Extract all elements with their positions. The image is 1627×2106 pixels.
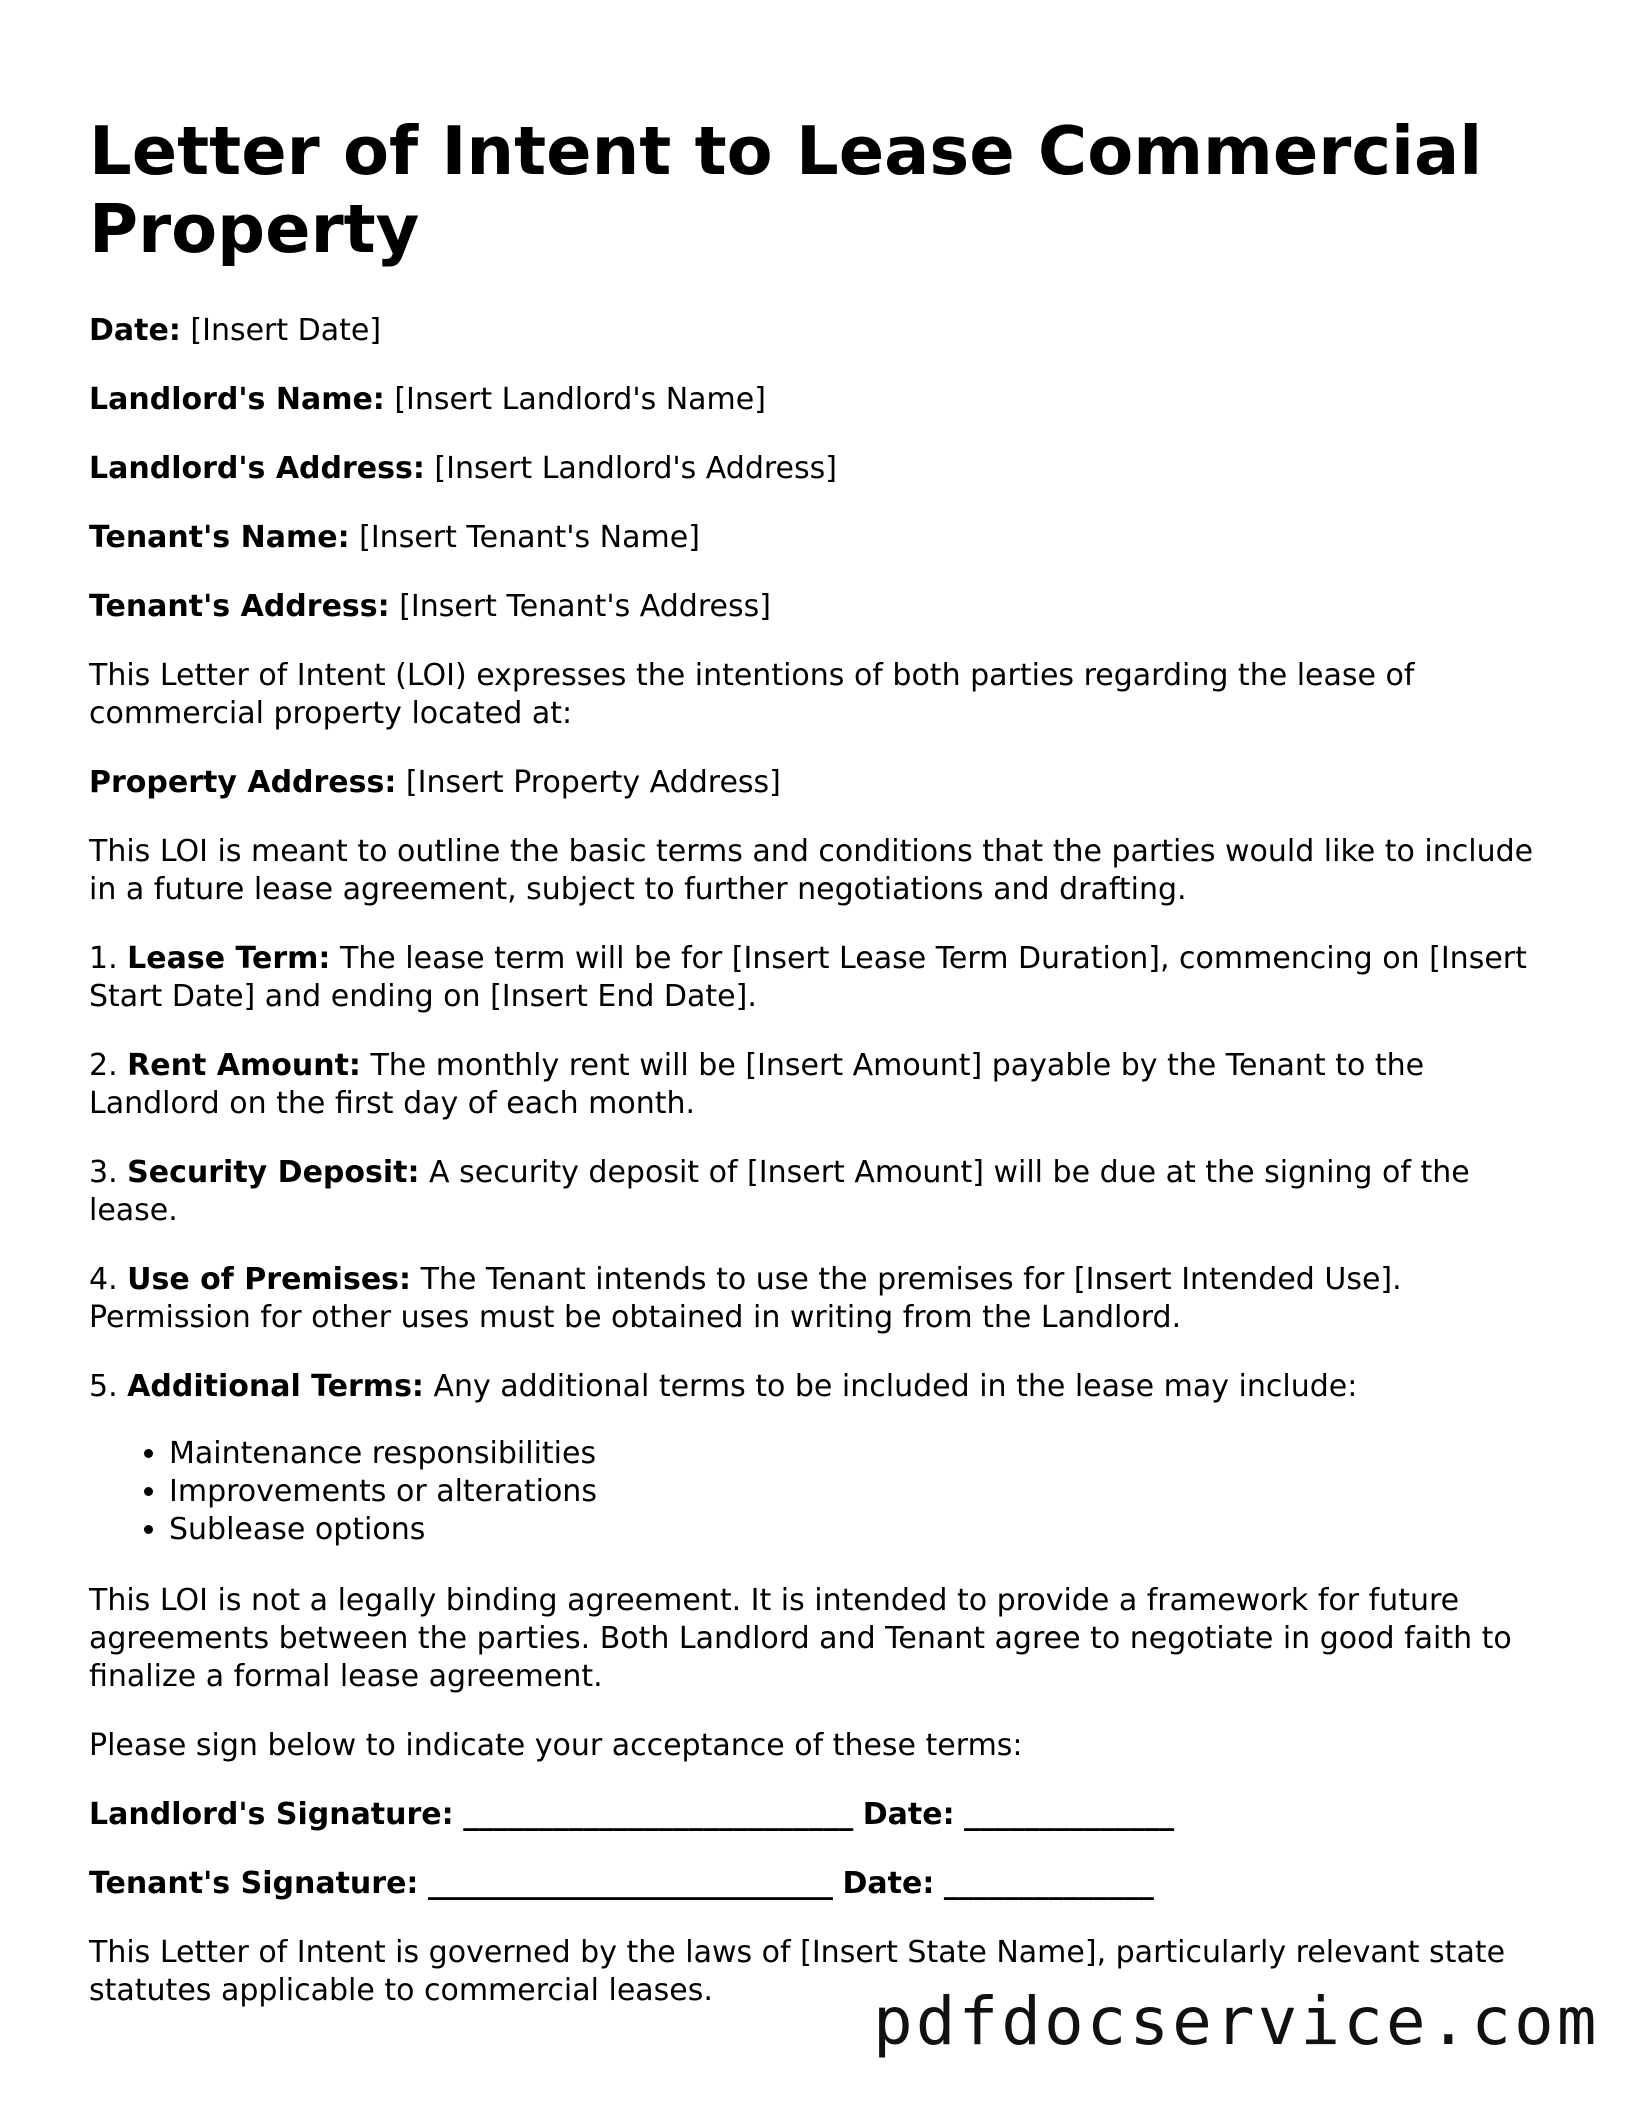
term-label: Additional Terms: <box>127 1369 424 1404</box>
term-text: The lease term will be for [Insert Lease Term Duration], commencing on [Insert Start Date] and ending on [Insert End Date]. <box>89 941 1527 1014</box>
term-label: Security Deposit: <box>127 1155 420 1190</box>
sign-prompt: Please sign below to indicate your acceptance of these terms: <box>89 1728 1023 1763</box>
term-rent-amount <box>89 1047 1549 1123</box>
tenant-name-label: Tenant's Name: <box>89 520 350 555</box>
list-item: • Sublease options <box>169 1511 1549 1549</box>
tenant-signature-blank[interactable]: ___________________________ <box>427 1866 833 1901</box>
term-number: 5. <box>89 1369 118 1404</box>
date-value: [Insert Date] <box>190 313 382 348</box>
document-page <box>89 112 1549 2041</box>
additional-terms-list <box>89 1435 1549 1549</box>
landlord-date-blank[interactable]: ______________ <box>964 1797 1175 1832</box>
intro-paragraph: This Letter of Intent (LOI) expresses the intentions of both parties regarding the lease of commercial property located at: <box>89 658 1415 731</box>
list-item: • Maintenance responsibilities <box>169 1435 1549 1473</box>
term-use-of-premises <box>89 1261 1549 1337</box>
term-additional-terms <box>89 1368 1549 1406</box>
landlord-signature-line <box>89 1796 1549 1834</box>
page-title: Letter of Intent to Lease Commercial Property <box>89 112 1483 268</box>
term-text: The Tenant intends to use the premises for [Insert Intended Use]. Permission for other uses must be obtained in writing from the Landlord. <box>89 1262 1402 1335</box>
term-label: Rent Amount: <box>127 1048 361 1083</box>
landlord-name-field <box>89 381 1549 419</box>
tenant-name-field <box>89 519 1549 557</box>
date-label: Date: <box>89 313 181 348</box>
term-security-deposit <box>89 1154 1549 1230</box>
term-number: 1. <box>89 941 118 976</box>
tenant-signature-label: Tenant's Signature: <box>89 1866 419 1901</box>
date-field <box>89 312 1549 350</box>
tenant-address-label: Tenant's Address: <box>89 589 390 624</box>
tenant-date-blank[interactable]: ______________ <box>943 1866 1154 1901</box>
watermark: pdfdocservice.com <box>873 1983 1600 2060</box>
landlord-date-label: Date: <box>862 1797 955 1832</box>
tenant-address-value: [Insert Tenant's Address] <box>399 589 771 624</box>
outline-paragraph: This LOI is meant to outline the basic terms and conditions that the parties would like to include in a future lease agreement, subject to further negotiations and drafting. <box>89 834 1534 907</box>
landlord-signature-blank[interactable]: __________________________ <box>463 1797 854 1832</box>
governing-law-paragraph: This Letter of Intent is governed by the laws of [Insert State Name], particularly relevant state statutes applicable to commercial leases. <box>89 1935 1506 2008</box>
tenant-date-label: Date: <box>842 1866 935 1901</box>
term-number: 4. <box>89 1262 118 1297</box>
landlord-signature-label: Landlord's Signature: <box>89 1797 454 1832</box>
landlord-address-value: [Insert Landlord's Address] <box>434 451 837 486</box>
tenant-signature-line <box>89 1865 1549 1903</box>
list-item: • Improvements or alterations <box>169 1473 1549 1511</box>
term-label: Use of Premises: <box>127 1262 412 1297</box>
tenant-name-value: [Insert Tenant's Name] <box>359 520 700 555</box>
term-text: Any additional terms to be included in the lease may include: <box>433 1369 1358 1404</box>
property-address-field <box>89 764 1549 802</box>
landlord-name-value: [Insert Landlord's Name] <box>394 382 766 417</box>
landlord-name-label: Landlord's Name: <box>89 382 385 417</box>
landlord-address-field <box>89 450 1549 488</box>
term-text: The monthly rent will be [Insert Amount] payable by the Tenant to the Landlord on the first day of each month. <box>89 1048 1425 1121</box>
term-lease-term <box>89 940 1549 1016</box>
term-text: A security deposit of [Insert Amount] will be due at the signing of the lease. <box>89 1155 1470 1228</box>
term-label: Lease Term: <box>127 941 331 976</box>
landlord-address-label: Landlord's Address: <box>89 451 425 486</box>
property-address-value: [Insert Property Address] <box>405 765 781 800</box>
disclaimer-paragraph: This LOI is not a legally binding agreement. It is intended to provide a framework for future agreements between the parties. Both Landlord and Tenant agree to negotiate in good faith to finalize a formal lease agreement. <box>89 1583 1512 1694</box>
term-number: 3. <box>89 1155 118 1190</box>
tenant-address-field <box>89 588 1549 626</box>
term-number: 2. <box>89 1048 118 1083</box>
property-address-label: Property Address: <box>89 765 397 800</box>
